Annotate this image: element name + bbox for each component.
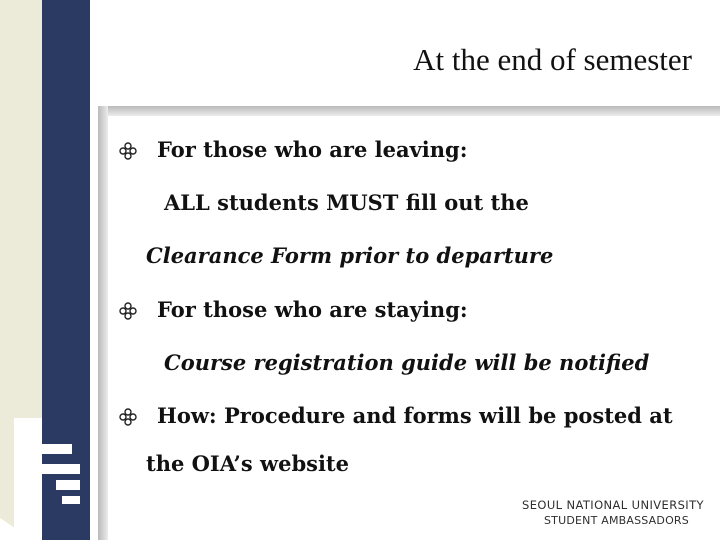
diamond-bullet-icon xyxy=(119,142,137,160)
program-name: STUDENT AMBASSADORS xyxy=(544,514,689,527)
slide-title: At the end of semester xyxy=(413,42,692,77)
university-name: SEOUL NATIONAL UNIVERSITY xyxy=(522,498,704,512)
content-frame-edge xyxy=(98,106,108,540)
diamond-bullet-icon xyxy=(119,408,137,426)
leaving-detail-line2: Clearance Form prior to departure xyxy=(146,243,554,268)
bullet-staying: For those who are staying: xyxy=(157,297,468,322)
university-branding xyxy=(522,498,704,527)
title-divider xyxy=(98,106,720,116)
snu-logo-mark-icon xyxy=(0,418,90,540)
bullet-leaving: For those who are leaving: xyxy=(157,137,468,162)
bullet-how: How: Procedure and forms will be posted at xyxy=(157,403,673,428)
staying-detail-line: Course registration guide will be notified xyxy=(164,350,650,375)
leaving-detail-line1: ALL students MUST fill out the xyxy=(164,190,529,215)
diamond-bullet-icon xyxy=(119,302,137,320)
how-detail-line2: the OIA’s website xyxy=(146,451,349,476)
